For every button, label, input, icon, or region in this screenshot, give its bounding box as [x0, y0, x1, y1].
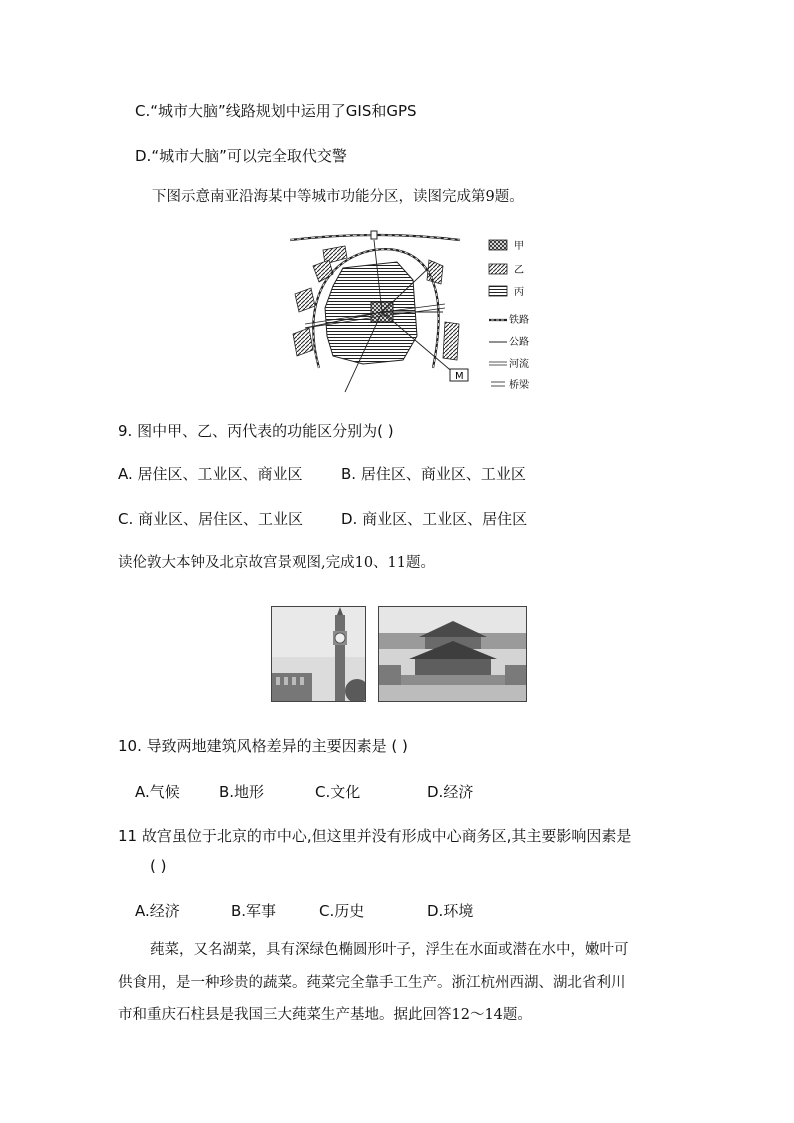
marker-m: M	[455, 371, 464, 382]
big-ben-photo	[271, 606, 366, 702]
q9-option-d: D. 商业区、工业区、居住区	[341, 510, 528, 528]
q10-option-a: A.气候	[135, 783, 180, 801]
q11-option-c: C.历史	[319, 902, 365, 920]
q11-options	[135, 901, 473, 921]
zone-yi-4	[293, 328, 313, 356]
legend-highway: 公路	[509, 337, 529, 348]
passage-line-1: 莼菜，又名湖菜，具有深绿色椭圆形叶子，浮生在水面或潜在水中，嫩叶可	[150, 942, 629, 958]
q10-option-c: C.文化	[315, 783, 361, 801]
zone-yi-6	[443, 322, 459, 360]
q11-stem: 11 故宫虽位于北京的市中心,但这里并没有形成中心商务区,其主要影响因素是	[118, 827, 632, 845]
passage-line-3: 市和重庆石柱县是我国三大莼菜生产基地。据此回答12～14题。	[118, 1007, 532, 1023]
q9-option-b: B. 居住区、商业区、工业区	[341, 465, 526, 483]
q9-option-a: A. 居住区、工业区、商业区	[118, 465, 303, 483]
q11-option-b: B.军事	[231, 902, 277, 920]
city-zone-map	[285, 228, 535, 394]
q10-options	[135, 782, 473, 802]
legend-yi: 乙	[514, 265, 524, 276]
q10-intro: 读伦敦大本钟及北京故宫景观图,完成10、11题。	[118, 555, 436, 571]
q11-option-d: D.环境	[427, 902, 474, 920]
legend-railway: 铁路	[509, 315, 529, 326]
legend-jia: 甲	[514, 241, 524, 252]
q9-option-c: C. 商业区、居住区、工业区	[118, 510, 304, 528]
q10-option-b: B.地形	[219, 783, 265, 801]
q8-option-c: C.“城市大脑”线路规划中运用了GIS和GPS	[135, 102, 417, 120]
q8-option-d: D.“城市大脑”可以完全取代交警	[135, 147, 347, 165]
q9-options-row1	[118, 464, 526, 484]
forbidden-city-photo	[378, 606, 527, 702]
q10-option-d: D.经济	[427, 783, 474, 801]
legend-bridge: 桥梁	[509, 380, 529, 391]
q9-stem: 9. 图中甲、乙、丙代表的功能区分别为( )	[118, 422, 394, 440]
legend-river: 河流	[509, 359, 529, 370]
passage-line-2: 供食用，是一种珍贵的蔬菜。莼菜完全靠手工生产。浙江杭州西湖、湖北省利川	[118, 975, 626, 991]
q11-paren: ( )	[150, 857, 167, 875]
legend-bing: 丙	[514, 287, 524, 298]
q9-intro: 下图示意南亚沿海某中等城市功能分区，读图完成第9题。	[152, 189, 524, 205]
q11-option-a: A.经济	[135, 902, 180, 920]
q9-options-row2	[118, 509, 527, 529]
zone-yi-2	[313, 260, 333, 282]
zone-yi-3	[295, 288, 315, 312]
q10-stem: 10. 导致两地建筑风格差异的主要因素是 ( )	[118, 737, 408, 755]
station-box	[371, 231, 377, 239]
